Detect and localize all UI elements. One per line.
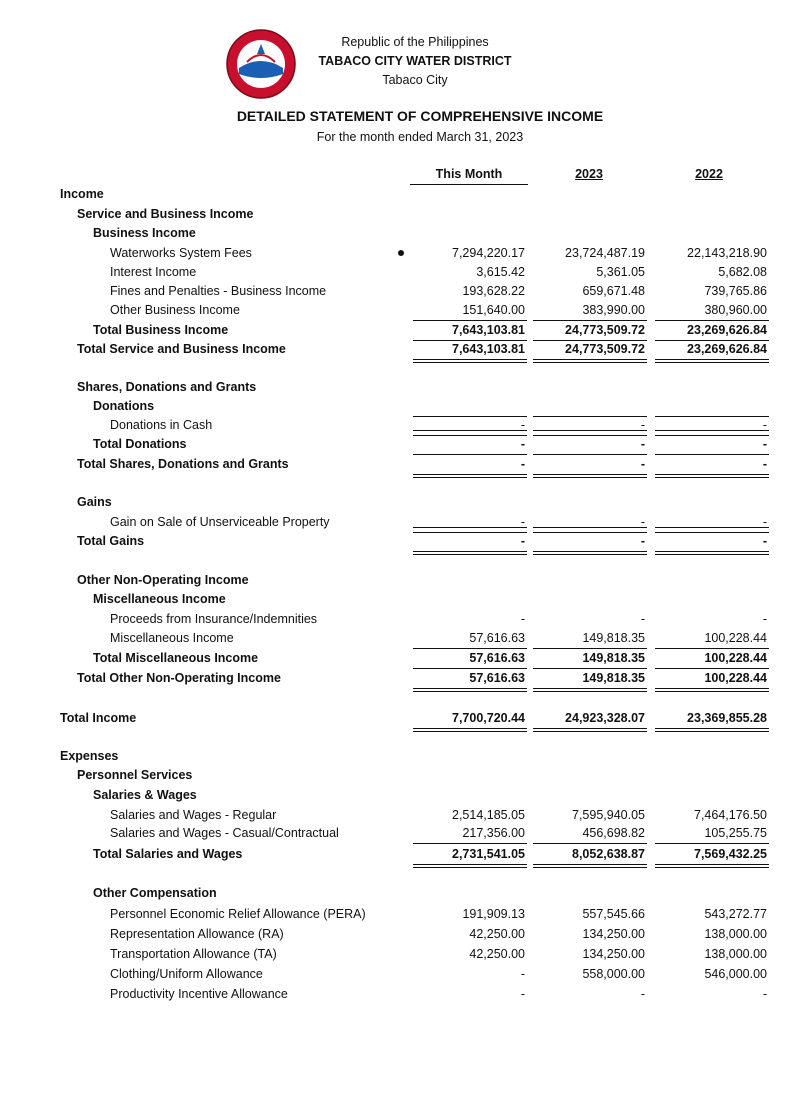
single-rule — [655, 340, 769, 341]
row-label: Other Compensation — [93, 886, 217, 900]
cell-this-month: 57,616.63 — [469, 631, 525, 645]
row-label: Income — [60, 187, 104, 201]
cell-2023: - — [640, 987, 645, 1001]
row-label: Total Business Income — [93, 323, 229, 337]
double-rule — [655, 688, 769, 692]
cell-2023: - — [640, 612, 645, 626]
table-row — [0, 207, 792, 226]
cell-this-month: 57,616.63 — [469, 671, 525, 685]
water-district-seal-logo — [225, 28, 297, 100]
cell-this-month: 3,615.42 — [476, 265, 525, 279]
single-rule — [533, 320, 647, 321]
single-rule — [413, 320, 527, 321]
double-rule — [533, 688, 647, 692]
cell-2022: 22,143,218.90 — [687, 246, 767, 260]
row-label: Total Donations — [93, 437, 187, 451]
single-rule — [655, 435, 769, 436]
column-header-2022: 2022 — [695, 167, 723, 181]
cell-2022: 23,369,855.28 — [687, 711, 767, 725]
single-rule — [413, 648, 527, 649]
row-label: Other Business Income — [110, 303, 240, 317]
table-row — [0, 987, 792, 1006]
single-rule — [655, 648, 769, 649]
row-label: Other Non-Operating Income — [77, 573, 249, 587]
cell-2023: 24,923,328.07 — [565, 711, 645, 725]
cell-2022: 380,960.00 — [704, 303, 767, 317]
cell-2023: 24,773,509.72 — [565, 342, 645, 356]
single-rule — [533, 668, 647, 669]
row-label: Total Other Non-Operating Income — [77, 671, 281, 685]
cell-this-month: 57,616.63 — [469, 651, 525, 665]
single-rule — [655, 430, 769, 431]
double-rule — [533, 864, 647, 868]
cell-2023: - — [640, 437, 645, 451]
single-rule — [655, 454, 769, 455]
cell-2022: 100,228.44 — [704, 671, 767, 685]
single-rule — [413, 340, 527, 341]
single-rule — [655, 416, 769, 417]
cell-this-month: 2,731,541.05 — [452, 847, 525, 861]
single-rule — [533, 527, 647, 528]
row-label: Representation Allowance (RA) — [110, 927, 284, 941]
single-rule — [413, 454, 527, 455]
header-organization: TABACO CITY WATER DISTRICT — [318, 54, 512, 68]
cell-2022: 7,464,176.50 — [694, 808, 767, 822]
double-rule — [655, 551, 769, 555]
cell-2023: - — [640, 534, 645, 548]
row-label: Total Gains — [77, 534, 145, 548]
table-row — [0, 265, 792, 284]
cell-2022: - — [762, 534, 767, 548]
table-row — [0, 380, 792, 399]
cell-2022: 23,269,626.84 — [687, 323, 767, 337]
cell-this-month: 193,628.22 — [462, 284, 525, 298]
double-rule — [413, 359, 527, 363]
double-rule — [655, 864, 769, 868]
cell-2023: - — [640, 457, 645, 471]
row-label: Proceeds from Insurance/Indemnities — [110, 612, 318, 626]
cell-this-month: - — [520, 515, 525, 529]
cell-2023: 23,724,487.19 — [565, 246, 645, 260]
column-header-2023: 2023 — [575, 167, 603, 181]
double-rule — [533, 728, 647, 732]
table-row — [0, 592, 792, 611]
table-row — [0, 246, 792, 265]
double-rule — [655, 359, 769, 363]
double-rule — [413, 474, 527, 478]
single-rule — [533, 532, 647, 533]
row-label: Service and Business Income — [77, 207, 254, 221]
single-rule — [533, 430, 647, 431]
cell-2023: 659,671.48 — [582, 284, 645, 298]
row-label: Miscellaneous Income — [93, 592, 226, 606]
cell-this-month: 2,514,185.05 — [452, 808, 525, 822]
double-rule — [533, 474, 647, 478]
row-label: Total Salaries and Wages — [93, 847, 243, 861]
table-row — [0, 187, 792, 206]
single-rule — [413, 532, 527, 533]
cell-this-month: 7,643,103.81 — [452, 323, 525, 337]
row-label: Total Income — [60, 711, 137, 725]
column-header-this-month: This Month — [435, 167, 503, 181]
table-row — [0, 788, 792, 807]
single-rule — [413, 843, 527, 844]
table-row — [0, 927, 792, 946]
cell-this-month: 151,640.00 — [462, 303, 525, 317]
cell-this-month: 217,356.00 — [462, 826, 525, 840]
table-row — [0, 749, 792, 768]
row-label: Salaries and Wages - Regular — [110, 808, 277, 822]
row-label: Salaries & Wages — [93, 788, 197, 802]
row-label: Total Service and Business Income — [77, 342, 286, 356]
cell-this-month: - — [520, 967, 525, 981]
cell-2023: 149,818.35 — [582, 651, 645, 665]
page-subtitle: For the month ended March 31, 2023 — [316, 130, 524, 144]
cell-2023: 149,818.35 — [582, 671, 645, 685]
cell-2023: 5,361.05 — [596, 265, 645, 279]
cell-2022: - — [762, 457, 767, 471]
table-row — [0, 907, 792, 926]
cell-this-month: 7,643,103.81 — [452, 342, 525, 356]
cell-this-month: - — [520, 612, 525, 626]
single-rule — [655, 843, 769, 844]
cell-2022: 546,000.00 — [704, 967, 767, 981]
cell-2022: 138,000.00 — [704, 927, 767, 941]
double-rule — [413, 551, 527, 555]
double-rule — [655, 728, 769, 732]
cell-2022: - — [762, 612, 767, 626]
single-rule — [533, 340, 647, 341]
single-rule — [413, 430, 527, 431]
row-label: Productivity Incentive Allowance — [110, 987, 288, 1001]
row-label: Salaries and Wages - Casual/Contractual — [110, 826, 339, 840]
row-label: Transportation Allowance (TA) — [110, 947, 277, 961]
table-row — [0, 495, 792, 514]
single-rule — [413, 435, 527, 436]
column-header-rule — [410, 184, 528, 185]
cell-2022: 100,228.44 — [704, 651, 767, 665]
single-rule — [413, 416, 527, 417]
row-label: Total Shares, Donations and Grants — [77, 457, 289, 471]
double-rule — [533, 551, 647, 555]
double-rule — [413, 728, 527, 732]
cell-2022: 100,228.44 — [704, 631, 767, 645]
table-row — [0, 967, 792, 986]
cell-this-month: 191,909.13 — [462, 907, 525, 921]
table-row — [0, 886, 792, 905]
table-row — [0, 284, 792, 303]
cell-this-month: - — [520, 457, 525, 471]
row-label: Donations — [93, 399, 155, 413]
cell-2023: - — [640, 418, 645, 432]
table-row — [0, 947, 792, 966]
cell-this-month: 42,250.00 — [469, 927, 525, 941]
cell-2023: 134,250.00 — [582, 927, 645, 941]
single-rule — [655, 668, 769, 669]
page-title: DETAILED STATEMENT OF COMPREHENSIVE INCOME — [236, 108, 604, 124]
row-label: Clothing/Uniform Allowance — [110, 967, 263, 981]
row-label: Shares, Donations and Grants — [77, 380, 257, 394]
table-row — [0, 768, 792, 787]
single-rule — [413, 527, 527, 528]
row-label: Business Income — [93, 226, 196, 240]
row-label: Personnel Services — [77, 768, 193, 782]
double-rule — [413, 864, 527, 868]
cell-this-month: - — [520, 987, 525, 1001]
cell-2022: 138,000.00 — [704, 947, 767, 961]
row-label: Gain on Sale of Unserviceable Property — [110, 515, 330, 529]
table-row — [0, 808, 792, 827]
single-rule — [413, 668, 527, 669]
cell-2022: 23,269,626.84 — [687, 342, 767, 356]
cell-2022: 5,682.08 — [718, 265, 767, 279]
cell-this-month: 7,294,220.17 — [452, 246, 525, 260]
header-republic: Republic of the Philippines — [341, 35, 489, 49]
single-rule — [533, 454, 647, 455]
header-city: Tabaco City — [382, 73, 448, 87]
cell-2022: 105,255.75 — [704, 826, 767, 840]
cell-2022: - — [762, 418, 767, 432]
cell-2023: 149,818.35 — [582, 631, 645, 645]
cell-2023: - — [640, 515, 645, 529]
table-row — [0, 573, 792, 592]
single-rule — [533, 416, 647, 417]
single-rule — [533, 843, 647, 844]
double-rule — [413, 688, 527, 692]
cell-this-month: - — [520, 437, 525, 451]
cell-2023: 557,545.66 — [582, 907, 645, 921]
single-rule — [655, 527, 769, 528]
cell-2023: 134,250.00 — [582, 947, 645, 961]
cell-2023: 7,595,940.05 — [572, 808, 645, 822]
cell-this-month: - — [520, 534, 525, 548]
row-label: Interest Income — [110, 265, 197, 279]
cell-2023: 8,052,638.87 — [572, 847, 645, 861]
cell-2022: 543,272.77 — [704, 907, 767, 921]
double-rule — [533, 359, 647, 363]
table-row — [0, 612, 792, 631]
single-rule — [655, 532, 769, 533]
single-rule — [655, 320, 769, 321]
cell-2023: 456,698.82 — [582, 826, 645, 840]
single-rule — [533, 648, 647, 649]
row-label: Waterworks System Fees — [110, 246, 252, 260]
cell-this-month: 7,700,720.44 — [452, 711, 525, 725]
row-label: Personnel Economic Relief Allowance (PERA) — [110, 907, 366, 921]
cell-2023: 24,773,509.72 — [565, 323, 645, 337]
cell-this-month: 42,250.00 — [469, 947, 525, 961]
cell-2023: 383,990.00 — [582, 303, 645, 317]
row-label: Miscellaneous Income — [110, 631, 234, 645]
cell-2022: - — [762, 987, 767, 1001]
cell-2022: - — [762, 515, 767, 529]
cell-2022: 7,569,432.25 — [694, 847, 767, 861]
single-rule — [533, 435, 647, 436]
row-label: Donations in Cash — [110, 418, 213, 432]
cell-2022: 739,765.86 — [704, 284, 767, 298]
row-label: Fines and Penalties - Business Income — [110, 284, 327, 298]
cell-2023: 558,000.00 — [582, 967, 645, 981]
row-label: Total Miscellaneous Income — [93, 651, 259, 665]
row-label: Expenses — [60, 749, 119, 763]
double-rule — [655, 474, 769, 478]
cell-this-month: - — [520, 418, 525, 432]
cell-2022: - — [762, 437, 767, 451]
row-label: Gains — [77, 495, 112, 509]
table-row — [0, 226, 792, 245]
